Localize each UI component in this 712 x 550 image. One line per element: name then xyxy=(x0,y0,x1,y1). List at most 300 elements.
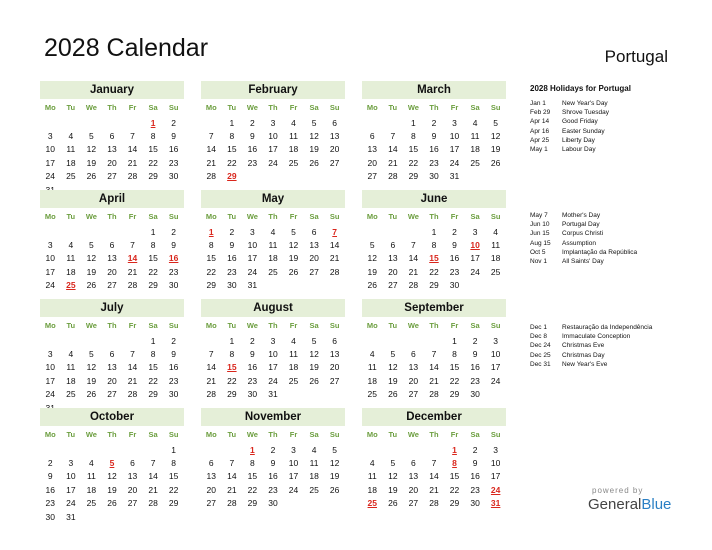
holiday-row xyxy=(530,127,705,136)
day-cell: 5 xyxy=(390,458,396,469)
day-cell: 7 xyxy=(130,349,135,360)
day-cell: 1 xyxy=(150,226,156,237)
day-cell: 7 xyxy=(208,131,214,142)
day-cell: 21 xyxy=(206,375,217,386)
week-row xyxy=(201,238,345,251)
weekday-label: Mo xyxy=(205,430,217,439)
day-cell: 6 xyxy=(311,226,317,237)
holiday-day-cell: 29 xyxy=(227,171,237,182)
holiday-group xyxy=(530,99,705,154)
week-row xyxy=(201,374,345,387)
day-cell: 17 xyxy=(490,471,501,482)
month-header: April xyxy=(40,190,184,208)
day-cell: 24 xyxy=(268,157,278,168)
day-cell: 25 xyxy=(470,157,480,168)
weekday-label: Th xyxy=(268,321,278,330)
day-cell: 11 xyxy=(268,240,278,251)
day-cell: 18 xyxy=(288,144,299,155)
holiday-date: Jun 10 xyxy=(530,221,550,229)
weekday-label: We xyxy=(246,430,258,439)
holiday-row xyxy=(530,99,705,108)
day-cell: 10 xyxy=(449,131,460,142)
day-cell: 15 xyxy=(227,144,237,155)
day-cell: 9 xyxy=(250,349,255,360)
week-row xyxy=(40,443,184,456)
holiday-name: Shrove Tuesday xyxy=(562,109,609,117)
weekday-label: Mo xyxy=(205,321,217,330)
holidays-title: 2028 Holidays for Portugal xyxy=(530,84,631,93)
weekday-label: Tu xyxy=(66,430,76,439)
holiday-name: Corpus Christi xyxy=(562,230,604,238)
day-cell: 2 xyxy=(47,458,53,469)
weekday-label: Th xyxy=(107,212,117,221)
day-cell: 24 xyxy=(45,389,56,400)
day-cell: 4 xyxy=(89,458,94,469)
holiday-row xyxy=(530,360,705,369)
day-cell: 26 xyxy=(309,375,319,386)
day-cell: 9 xyxy=(472,458,478,469)
day-cell: 28 xyxy=(127,280,138,291)
day-cell: 2 xyxy=(171,335,177,346)
day-cell: 4 xyxy=(68,131,74,142)
day-cell: 30 xyxy=(429,171,439,182)
month-january xyxy=(40,81,184,196)
day-cell: 26 xyxy=(367,280,378,291)
day-cell: 22 xyxy=(148,157,158,168)
week-row xyxy=(40,510,184,523)
month-header: June xyxy=(362,190,506,208)
day-cell: 19 xyxy=(490,144,501,155)
day-cell: 29 xyxy=(148,171,158,182)
day-cell: 4 xyxy=(369,349,375,360)
week-row xyxy=(40,456,184,469)
day-cell: 14 xyxy=(388,144,398,155)
weekday-label: Su xyxy=(168,212,179,221)
day-cell: 5 xyxy=(311,335,317,346)
weekday-label: Fr xyxy=(289,430,298,439)
day-cell: 8 xyxy=(250,458,255,469)
day-cell: 5 xyxy=(369,240,375,251)
day-cell: 12 xyxy=(288,240,299,251)
day-cell: 10 xyxy=(288,458,299,469)
weekday-label: Sa xyxy=(309,430,319,439)
weekday-label: Su xyxy=(329,103,340,112)
day-cell: 24 xyxy=(470,266,480,277)
day-cell: 21 xyxy=(408,266,419,277)
day-cell: 24 xyxy=(268,375,278,386)
day-cell: 16 xyxy=(168,144,179,155)
month-september xyxy=(362,299,506,401)
day-cell: 5 xyxy=(493,117,499,128)
holiday-day-cell: 24 xyxy=(490,484,501,495)
week-row xyxy=(201,225,345,238)
week-row xyxy=(362,252,506,265)
weekday-label: Su xyxy=(329,321,340,330)
day-cell: 1 xyxy=(452,335,457,346)
holiday-name: Mother's Day xyxy=(562,212,601,219)
day-cell: 26 xyxy=(388,498,398,509)
week-row xyxy=(201,497,345,510)
day-cell: 20 xyxy=(367,157,378,168)
weekday-header-row xyxy=(40,426,184,443)
holiday-group xyxy=(530,211,705,266)
day-cell: 20 xyxy=(206,484,217,495)
weekday-label: Sa xyxy=(470,103,480,112)
week-row xyxy=(362,225,506,238)
holiday-row xyxy=(530,229,705,238)
day-cell: 29 xyxy=(449,498,460,509)
day-cell: 21 xyxy=(388,157,398,168)
weekday-label: We xyxy=(246,321,258,330)
day-cell: 11 xyxy=(289,349,298,360)
weekday-label: Su xyxy=(168,430,179,439)
week-row xyxy=(40,225,184,238)
day-cell: 13 xyxy=(329,131,340,142)
day-cell: 22 xyxy=(148,375,158,386)
day-cell: 3 xyxy=(493,444,499,455)
day-cell: 30 xyxy=(268,498,278,509)
day-cell: 18 xyxy=(86,484,97,495)
day-cell: 2 xyxy=(270,444,276,455)
day-cell: 23 xyxy=(449,266,460,277)
day-cell: 11 xyxy=(491,240,501,251)
day-cell: 19 xyxy=(86,157,97,168)
week-row xyxy=(40,170,184,183)
day-cell: 29 xyxy=(449,389,460,400)
day-cell: 2 xyxy=(431,117,437,128)
day-cell: 30 xyxy=(45,511,56,522)
holiday-row xyxy=(530,248,705,257)
day-cell: 26 xyxy=(309,157,319,168)
day-cell: 2 xyxy=(472,444,478,455)
day-cell: 24 xyxy=(45,171,56,182)
weekday-label: Fr xyxy=(128,321,137,330)
day-cell: 7 xyxy=(390,131,396,142)
day-cell: 9 xyxy=(472,349,478,360)
holiday-date: Dec 25 xyxy=(530,351,551,359)
day-cell: 12 xyxy=(309,131,319,142)
day-cell: 22 xyxy=(148,266,158,277)
day-cell: 21 xyxy=(329,253,340,264)
weekday-label: Mo xyxy=(44,321,56,330)
holiday-row xyxy=(530,108,705,117)
weekday-label: Su xyxy=(168,103,179,112)
day-cell: 23 xyxy=(268,484,278,495)
day-cell: 9 xyxy=(47,471,53,482)
day-cell: 29 xyxy=(429,280,439,291)
week-row xyxy=(362,388,506,401)
day-cell: 26 xyxy=(86,280,97,291)
weekday-label: Su xyxy=(490,212,501,221)
day-cell: 8 xyxy=(171,458,177,469)
generalblue-logo[interactable] xyxy=(588,496,671,513)
day-cell: 18 xyxy=(288,362,299,373)
week-row xyxy=(40,265,184,278)
day-cell: 20 xyxy=(309,253,319,264)
day-cell: 19 xyxy=(367,266,378,277)
day-cell: 3 xyxy=(493,335,499,346)
day-cell: 15 xyxy=(408,144,419,155)
day-cell: 14 xyxy=(127,144,138,155)
week-row xyxy=(201,443,345,456)
day-cell: 8 xyxy=(452,349,457,360)
holiday-name: Christmas Eve xyxy=(562,342,605,350)
weekday-label: Fr xyxy=(128,212,137,221)
holiday-row xyxy=(530,117,705,126)
weekday-label: We xyxy=(407,212,419,221)
day-cell: 27 xyxy=(329,157,340,168)
day-cell: 20 xyxy=(107,375,117,386)
day-cell: 16 xyxy=(268,471,278,482)
brand-part-2: Blue xyxy=(641,496,672,513)
weekday-label: Mo xyxy=(366,321,378,330)
day-cell: 23 xyxy=(168,157,179,168)
weekday-label: Th xyxy=(429,430,439,439)
week-row xyxy=(362,265,506,278)
week-row xyxy=(362,156,506,169)
day-cell: 7 xyxy=(150,458,156,469)
month-february xyxy=(201,81,345,183)
week-row xyxy=(40,470,184,483)
day-cell: 22 xyxy=(449,375,460,386)
month-header: May xyxy=(201,190,345,208)
day-cell: 12 xyxy=(490,131,501,142)
holiday-row xyxy=(530,332,705,341)
week-row xyxy=(40,116,184,129)
day-cell: 28 xyxy=(127,171,138,182)
weekday-label: Th xyxy=(429,103,439,112)
weekday-label: Tu xyxy=(227,430,237,439)
day-cell: 26 xyxy=(86,389,97,400)
day-cell: 23 xyxy=(429,157,439,168)
day-cell: 18 xyxy=(66,266,76,277)
month-may xyxy=(201,190,345,292)
weekday-label: Mo xyxy=(44,212,56,221)
day-cell: 4 xyxy=(68,240,74,251)
day-cell: 9 xyxy=(229,240,235,251)
day-cell: 10 xyxy=(490,458,501,469)
month-header: October xyxy=(40,408,184,426)
day-cell: 23 xyxy=(227,266,237,277)
day-cell: 13 xyxy=(107,253,117,264)
week-row xyxy=(40,238,184,251)
day-cell: 21 xyxy=(429,375,439,386)
week-row xyxy=(362,470,506,483)
day-cell: 25 xyxy=(66,389,76,400)
day-cell: 29 xyxy=(227,389,237,400)
day-cell: 6 xyxy=(411,458,416,469)
weekday-label: Mo xyxy=(366,103,378,112)
day-cell: 22 xyxy=(408,157,419,168)
day-cell: 22 xyxy=(247,484,258,495)
day-cell: 23 xyxy=(168,266,179,277)
day-cell: 29 xyxy=(408,171,419,182)
week-row xyxy=(40,279,184,292)
weekday-label: Su xyxy=(490,321,501,330)
holiday-day-cell: 7 xyxy=(332,226,338,237)
day-cell: 3 xyxy=(68,458,74,469)
day-cell: 30 xyxy=(247,389,258,400)
holiday-day-cell: 15 xyxy=(429,253,439,264)
day-cell: 24 xyxy=(247,266,258,277)
week-row xyxy=(201,347,345,360)
day-cell: 30 xyxy=(168,171,179,182)
day-cell: 30 xyxy=(449,280,460,291)
day-cell: 31 xyxy=(247,280,258,291)
week-row xyxy=(40,497,184,510)
day-cell: 12 xyxy=(309,349,319,360)
day-cell: 13 xyxy=(206,471,217,482)
weekday-label: Fr xyxy=(128,103,137,112)
holiday-day-cell: 25 xyxy=(66,280,76,291)
day-cell: 4 xyxy=(472,117,478,128)
day-cell: 24 xyxy=(45,280,56,291)
day-cell: 3 xyxy=(452,117,457,128)
day-cell: 8 xyxy=(229,349,235,360)
day-cell: 27 xyxy=(127,498,138,509)
weekday-label: Tu xyxy=(388,103,398,112)
day-cell: 6 xyxy=(411,349,416,360)
day-cell: 28 xyxy=(408,280,419,291)
day-cell: 18 xyxy=(367,375,378,386)
holiday-day-cell: 1 xyxy=(452,444,457,455)
weekday-label: We xyxy=(407,103,419,112)
day-cell: 14 xyxy=(429,471,439,482)
day-cell: 18 xyxy=(66,375,76,386)
day-cell: 24 xyxy=(288,484,299,495)
weekday-label: Su xyxy=(329,430,340,439)
day-cell: 13 xyxy=(408,362,419,373)
day-cell: 27 xyxy=(206,498,217,509)
day-cell: 21 xyxy=(429,484,439,495)
week-row xyxy=(40,252,184,265)
day-cell: 12 xyxy=(388,471,398,482)
week-row xyxy=(362,170,506,183)
day-cell: 26 xyxy=(86,171,97,182)
day-cell: 19 xyxy=(309,144,319,155)
weekday-label: We xyxy=(85,430,97,439)
holiday-date: Nov 1 xyxy=(530,258,547,266)
day-cell: 10 xyxy=(45,144,56,155)
holiday-date: Jan 1 xyxy=(530,100,546,107)
day-cell: 18 xyxy=(309,471,319,482)
day-cell: 28 xyxy=(206,171,217,182)
weekday-header-row xyxy=(40,99,184,116)
week-row xyxy=(201,456,345,469)
day-cell: 10 xyxy=(247,240,258,251)
week-row xyxy=(362,129,506,142)
holiday-name: Restauração da Independência xyxy=(562,324,653,331)
day-cell: 11 xyxy=(66,144,76,155)
holiday-day-cell: 10 xyxy=(470,240,480,251)
day-cell: 29 xyxy=(168,498,179,509)
holiday-date: Dec 8 xyxy=(530,333,547,341)
day-cell: 16 xyxy=(449,253,460,264)
weekday-label: Th xyxy=(268,212,278,221)
day-cell: 6 xyxy=(130,458,135,469)
week-row xyxy=(201,143,345,156)
day-cell: 16 xyxy=(429,144,439,155)
weekday-label: Tu xyxy=(66,212,76,221)
weekday-label: Fr xyxy=(128,430,137,439)
day-cell: 11 xyxy=(66,253,76,264)
weekday-label: Su xyxy=(168,321,179,330)
day-cell: 10 xyxy=(45,362,56,373)
week-row xyxy=(40,361,184,374)
day-cell: 26 xyxy=(288,266,299,277)
day-cell: 1 xyxy=(229,117,235,128)
weekday-label: Mo xyxy=(205,103,217,112)
day-cell: 5 xyxy=(390,349,396,360)
day-cell: 17 xyxy=(449,144,460,155)
day-cell: 18 xyxy=(367,484,378,495)
weekday-label: Sa xyxy=(470,430,480,439)
week-row xyxy=(362,361,506,374)
day-cell: 2 xyxy=(250,117,255,128)
day-cell: 25 xyxy=(268,266,278,277)
day-cell: 18 xyxy=(66,157,76,168)
week-row xyxy=(40,334,184,347)
day-cell: 15 xyxy=(449,362,460,373)
day-cell: 19 xyxy=(329,471,340,482)
day-cell: 6 xyxy=(109,240,115,251)
weekday-label: Fr xyxy=(450,321,459,330)
month-header: August xyxy=(201,299,345,317)
day-cell: 30 xyxy=(470,498,480,509)
weekday-label: Tu xyxy=(388,430,398,439)
weekday-label: Mo xyxy=(366,212,378,221)
day-cell: 9 xyxy=(270,458,276,469)
day-cell: 4 xyxy=(311,444,317,455)
powered-by-text: powered by xyxy=(592,486,644,495)
day-cell: 31 xyxy=(449,171,460,182)
holiday-date: Jun 15 xyxy=(530,230,550,238)
day-cell: 23 xyxy=(45,498,56,509)
weekday-label: Tu xyxy=(66,103,76,112)
day-cell: 27 xyxy=(408,389,419,400)
day-cell: 15 xyxy=(247,471,258,482)
day-cell: 12 xyxy=(107,471,117,482)
month-header: July xyxy=(40,299,184,317)
day-cell: 28 xyxy=(206,389,217,400)
day-cell: 7 xyxy=(208,349,214,360)
week-row xyxy=(40,347,184,360)
weekday-label: Sa xyxy=(470,321,480,330)
day-cell: 20 xyxy=(388,266,398,277)
day-cell: 11 xyxy=(309,458,319,469)
week-row xyxy=(362,497,506,510)
country-label: Portugal xyxy=(604,47,668,66)
day-cell: 9 xyxy=(171,349,177,360)
holiday-date: Apr 25 xyxy=(530,136,550,144)
day-cell: 28 xyxy=(388,171,398,182)
holiday-row xyxy=(530,351,705,360)
day-cell: 5 xyxy=(311,117,317,128)
day-cell: 2 xyxy=(250,335,255,346)
day-cell: 6 xyxy=(332,335,338,346)
holiday-row xyxy=(530,220,705,229)
day-cell: 30 xyxy=(227,280,237,291)
day-cell: 21 xyxy=(127,157,138,168)
weekday-label: We xyxy=(246,212,258,221)
holiday-name: Christmas Day xyxy=(562,351,605,359)
day-cell: 24 xyxy=(449,157,460,168)
day-cell: 22 xyxy=(429,266,439,277)
day-cell: 30 xyxy=(168,280,179,291)
day-cell: 15 xyxy=(449,471,460,482)
week-row xyxy=(362,443,506,456)
day-cell: 11 xyxy=(367,471,377,482)
